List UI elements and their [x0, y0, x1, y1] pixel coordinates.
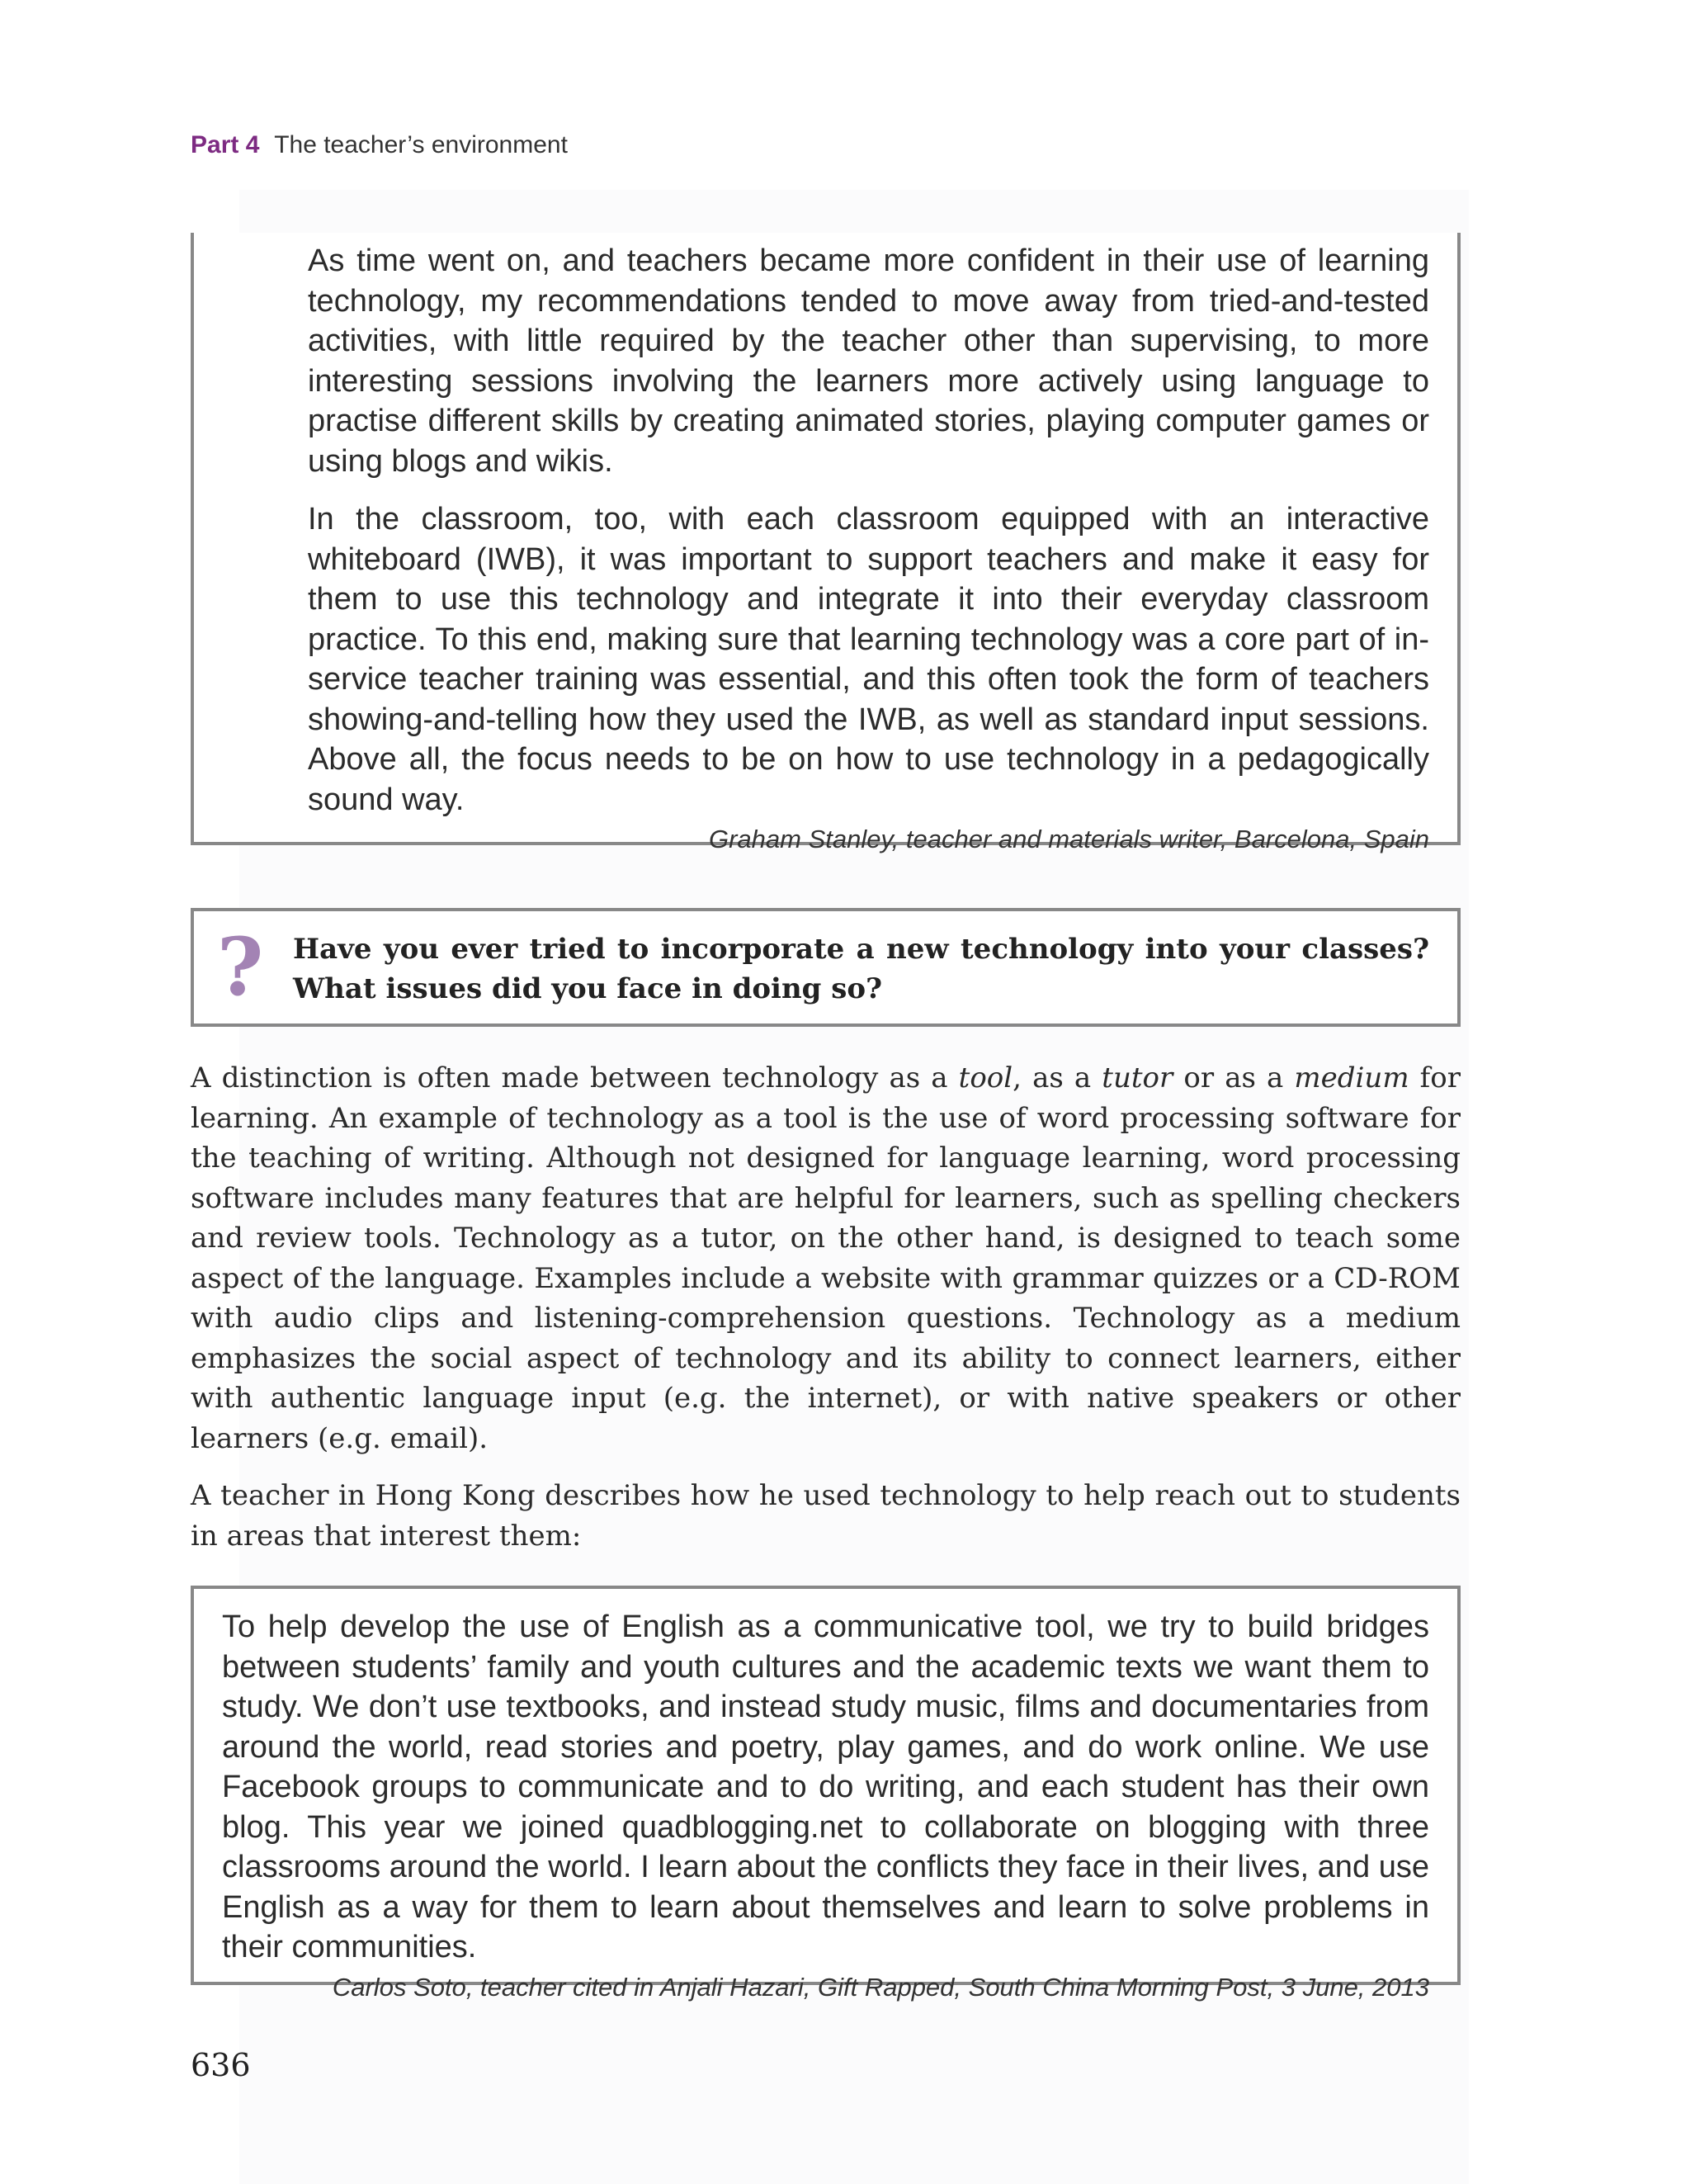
emphasis-medium: medium: [1294, 1061, 1409, 1094]
text-run: for learning. An example of technology as a tool is the use of word processing software for the teaching of writing. Although not designed for language learning, word processing software includes many features that are helpful for learners, such as spelling checkers and review tools. Technology as a tutor, on the other hand, is designed to teach some aspect of the language. Examples include a website with grammar quizzes or a CD-ROM with audio clips and listening-comprehension questions. Technology as a medium emphasizes the social aspect of technology and its ability to connect learners, either with authentic language input (e.g. the internet), or with native speakers or other learners (e.g. email).: [191, 1061, 1461, 1455]
quote-paragraph-2: In the classroom, too, with each classroom equipped with an interactive whiteboard (IWB), it was important to support teachers and make it easy for them to use this technology and integrate it into their everyday classroom practice. To this end, making sure that learning technology was a core part of in-service teacher training was essential, and this often took the form of teachers showing-and-telling how they used the IWB, as well as standard input sessions. Above all, the focus needs to be on how to use technology in a pedagogically sound way.: [308, 502, 1429, 817]
quote-box-stanley: [191, 233, 1461, 853]
question-mark-icon: ?: [217, 920, 264, 1014]
body-paragraph-distinction: [191, 1058, 1461, 1458]
running-head: [191, 129, 568, 162]
emphasis-tool: tool: [958, 1061, 1013, 1094]
text-run: , as a: [1013, 1061, 1102, 1094]
quote-attribution: Graham Stanley, teacher and materials writer, Barcelona, Spain: [708, 825, 1429, 853]
part-label: Part 4: [191, 131, 260, 158]
emphasis-tutor: tutor: [1102, 1061, 1173, 1094]
text-run: or as a: [1173, 1061, 1295, 1094]
text-run: A distinction is often made between technology as a: [191, 1061, 959, 1094]
body-paragraph-hong-kong: A teacher in Hong Kong describes how he used technology to help reach out to students in areas that interest them:: [191, 1479, 1461, 1553]
reflection-question: Have you ever tried to incorporate a new technology into your classes? What issues did you face in doing so?: [293, 933, 1429, 1005]
quote-paragraph-1: As time went on, and teachers became more confident in their use of learning technology, my recommendations tended to move away from tried-and-tested activities, with little required by the teacher other than supervising, to more interesting sessions involving the learners more actively using language to practise different skills by creating animated stories, playing computer games or using blogs and wikis.: [308, 243, 1429, 479]
reflection-question-box: [191, 908, 1461, 1027]
page-number: 636: [191, 2047, 251, 2083]
quote-box-soto: [191, 1586, 1461, 2002]
quote-attribution: Carlos Soto, teacher cited in Anjali Hazari, Gift Rapped, South China Morning Post, 3 June, 2013: [332, 1972, 1429, 2002]
quote-paragraph: To help develop the use of English as a communicative tool, we try to build bridges between students’ family and youth cultures and the academic texts we want them to study. We don’t use textbooks, and instead study music, films and documentaries from around the world, read stories and poetry, play games, and do work online. We use Facebook groups to communicate and to do writing, and each student has their own blog. This year we joined quadblogging.net to collaborate on blogging with three classrooms around the world. I learn about the conflicts they face in their lives, and use English as a way for them to learn about themselves and learn to solve problems in their communities.: [222, 1610, 1429, 1964]
section-title: The teacher’s environment: [274, 131, 568, 158]
